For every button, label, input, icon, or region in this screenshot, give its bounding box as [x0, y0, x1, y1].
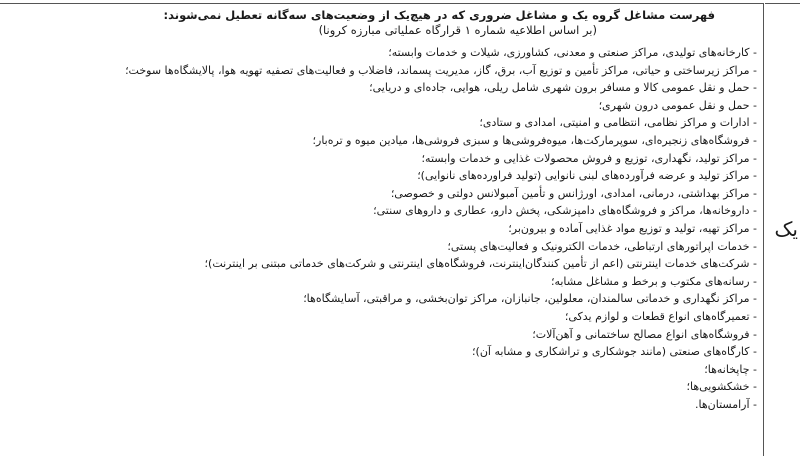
side-cell [765, 3, 800, 456]
main-cell [0, 3, 764, 456]
list-item: - مراکز تولید و عرضه فرآورده‌های لبنی نانوایی (تولید فراورده‌های نانوایی)؛ [417, 169, 757, 183]
document-subtitle: (بر اساس اطلاعیه شماره ۱ قرارگاه عملیاتی مبارزه کرونا) [318, 23, 597, 37]
list-item: - آرامستان‌ها. [695, 397, 757, 411]
document-title: فهرست مشاغل گروه یک و مشاغل ضروری که در هیچ‌یک از وضعیت‌های سه‌گانه تعطیل نمی‌شوند: [163, 8, 715, 22]
list-item: - حمل و نقل عمومی کالا و مسافر برون شهری شامل ریلی، هوایی، جاده‌ای و دریایی؛ [369, 81, 757, 95]
list-item: - ادارات و مراکز نظامی، انتظامی و امنیتی، امدادی و ستادی؛ [479, 116, 757, 130]
list-item: - مراکز تولید، نگهداری، توزیع و فروش محصولات غذایی و خدمات وابسته؛ [421, 151, 757, 165]
list-item: - مراکز تهیه، تولید و توزیع مواد غذایی آماده و بیرون‌بر؛ [508, 221, 757, 235]
list-item: - داروخانه‌ها، مراکز و فروشگاه‌های دامپزشکی، پخش دارو، عطاری و داروهای سنتی؛ [373, 204, 757, 218]
list-item: - فروشگاه‌های زنجیره‌ای، سوپرمارکت‌ها، میوه‌فروشی‌ها و سبزی فروشی‌ها، میادین میوه و تره‌بار؛ [312, 133, 757, 147]
list-item: - تعمیرگاه‌های انواع قطعات و لوازم یدکی؛ [564, 309, 757, 323]
list-item: - رسانه‌های مکتوب و برخط و مشاغل مشابه؛ [550, 274, 757, 288]
list-item: - فروشگاه‌های انواع مصالح ساختمانی و آهن‌آلات؛ [532, 327, 757, 341]
list-item: - خدمات اپراتورهای ارتباطی، خدمات الکترونیک و فعالیت‌های پستی؛ [447, 239, 757, 253]
list-item: - مراکز زیرساختی و حیاتی، مراکز تأمین و توزیع آب، برق، گاز، مدیریت پسماند، فاضلاب و فعالیت‌های تصفیه تهویه هوا، پالایشگاه‌ها سوخت؛ [125, 63, 757, 77]
group-label: یک [774, 217, 798, 241]
list-item: - خشکشویی‌ها؛ [686, 380, 757, 394]
list-item: - چاپخانه‌ها؛ [704, 362, 757, 376]
list-item: - کارخانه‌های تولیدی، مراکز صنعتی و معدنی، کشاورزی، شیلات و خدمات وابسته؛ [388, 46, 757, 59]
document-table [0, 3, 800, 456]
jobs-list [7, 44, 757, 413]
list-item: - مراکز بهداشتی، درمانی، امدادی، اورژانس و تأمین آمبولانس دولتی و خصوصی؛ [390, 186, 757, 200]
list-item: - کارگاه‌های صنعتی (مانند جوشکاری و تراشکاری و مشابه آن)؛ [472, 345, 757, 359]
list-item: - حمل و نقل عمومی درون شهری؛ [598, 98, 757, 112]
list-item: - شرکت‌های خدمات اینترنتی (اعم از تأمین کنندگان‌اینترنت، فروشگاه‌های اینترنتی و شرکت‌های خدماتی مبتنی بر اینترنت)؛ [204, 257, 757, 271]
document-content [7, 7, 757, 413]
list-item: - مراکز نگهداری و خدماتی سالمندان، معلولین، جانبازان، مراکز توان‌بخشی، و مراقبتی، آسایشگاه‌ها؛ [303, 292, 757, 306]
